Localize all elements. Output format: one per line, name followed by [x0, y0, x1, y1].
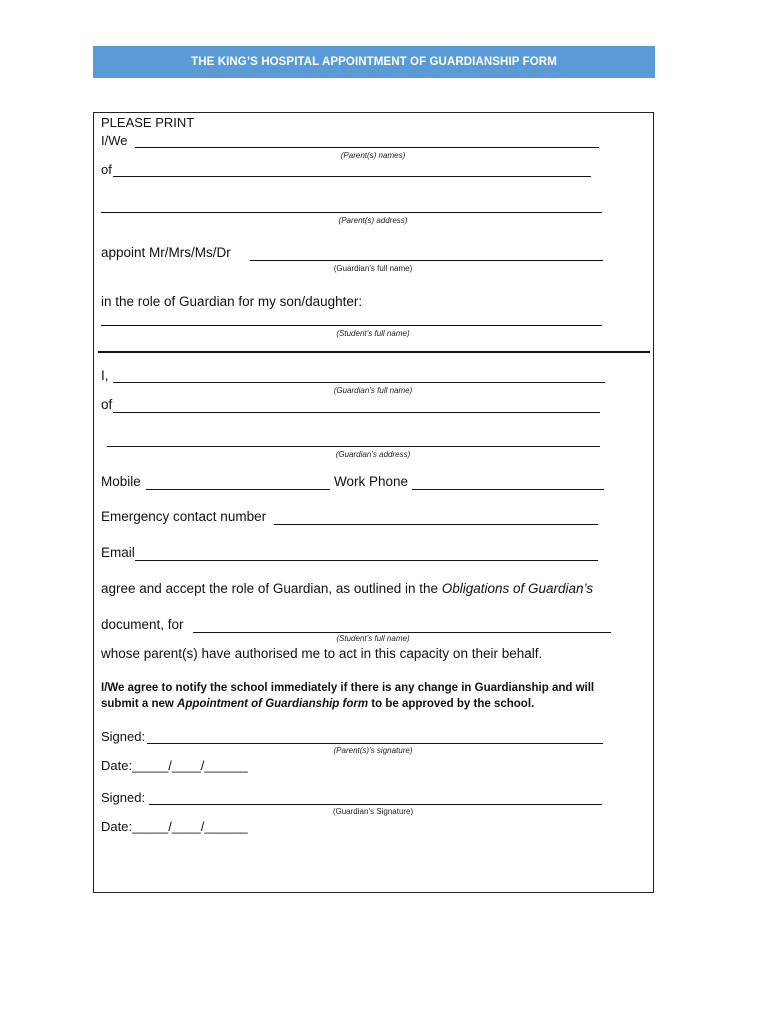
form-title-banner [93, 46, 655, 78]
notice-line-1: I/We agree to notify the school immediately if there is any change in Guardianship and will [101, 682, 595, 694]
student-name-field-1[interactable] [101, 311, 602, 326]
email-field[interactable] [135, 545, 598, 561]
work-phone-field[interactable] [412, 474, 604, 490]
emergency-contact-label: Emergency contact number [101, 509, 267, 524]
agree-text-part: agree and accept the role of Guardian, as outlined in the [101, 581, 442, 596]
parent-signature-field[interactable] [147, 729, 603, 744]
guardian-i-label: I, [101, 368, 109, 383]
notice-line-2-suffix: to be approved by the school. [368, 698, 535, 710]
student-name-caption-1: (Student’s full name) [336, 329, 410, 338]
guardian-signature-caption: (Guardian’s Signature) [332, 807, 414, 816]
guardian-date-label: Date [101, 819, 129, 834]
guardian-signature-field[interactable] [149, 790, 602, 805]
parent-signed-label: Signed: [101, 729, 146, 744]
form-title: THE KING’S HOSPITAL APPOINTMENT OF GUARDIANSHIP FORM [191, 56, 557, 68]
notice-line-2-prefix: submit a new [101, 698, 178, 710]
authorised-text: whose parent(s) have authorised me to act in this capacity on their behalf. [101, 646, 543, 661]
parent-date-row[interactable] [101, 758, 248, 774]
parent-date-label: Date [101, 758, 129, 773]
student-name-caption-2: (Student’s full name) [336, 634, 410, 643]
guardian-name-caption: (Guardian’s full name) [333, 386, 413, 395]
guardian-address-field-2[interactable] [107, 432, 600, 447]
guardian-name-field[interactable] [113, 368, 605, 383]
iwe-label: I/We [101, 133, 128, 148]
obligations-title: Obligations of Guardian’s [441, 581, 594, 596]
guardian-of-label: of [101, 397, 113, 412]
parent-date-field[interactable]: :_____/____/______ [128, 758, 248, 773]
mobile-label: Mobile [101, 474, 141, 489]
role-label: in the role of Guardian for my son/daughter: [101, 294, 363, 309]
please-print-label: PLEASE PRINT [101, 115, 195, 130]
parent-of-label: of [101, 162, 112, 177]
guardian-date-row[interactable] [101, 819, 248, 835]
section-divider [98, 351, 650, 353]
appointed-guardian-caption: (Guardian’s full name) [333, 264, 413, 273]
work-phone-label: Work Phone [334, 474, 409, 489]
appointment-form-title: Appointment of Guardianship form [177, 698, 369, 710]
agree-text [101, 581, 593, 597]
student-name-field-2[interactable] [193, 617, 611, 633]
notice-line-2 [101, 696, 534, 712]
parent-address-caption: (Parent(s) address) [338, 216, 408, 225]
emergency-contact-field[interactable] [274, 509, 598, 525]
guardian-address-field-1[interactable] [113, 397, 600, 413]
guardian-address-caption: (Guardian’s address) [335, 450, 411, 459]
email-label: Email [101, 545, 135, 560]
appointed-guardian-name-field[interactable] [250, 245, 603, 261]
mobile-field[interactable] [146, 474, 330, 490]
appoint-label: appoint Mr/Mrs/Ms/Dr [101, 245, 231, 260]
parent-address-field-1[interactable] [113, 162, 591, 177]
form-box [93, 112, 654, 893]
parent-names-caption: (Parent(s) names) [340, 151, 406, 160]
parent-names-field[interactable] [135, 133, 599, 148]
parent-address-field-2[interactable] [101, 198, 602, 213]
parent-signature-caption: (Parent(s)’s signature) [333, 746, 413, 755]
guardian-signed-label: Signed: [101, 790, 146, 805]
guardian-date-field[interactable]: :_____/____/______ [128, 819, 248, 834]
document-for-label: document, for [101, 617, 184, 632]
